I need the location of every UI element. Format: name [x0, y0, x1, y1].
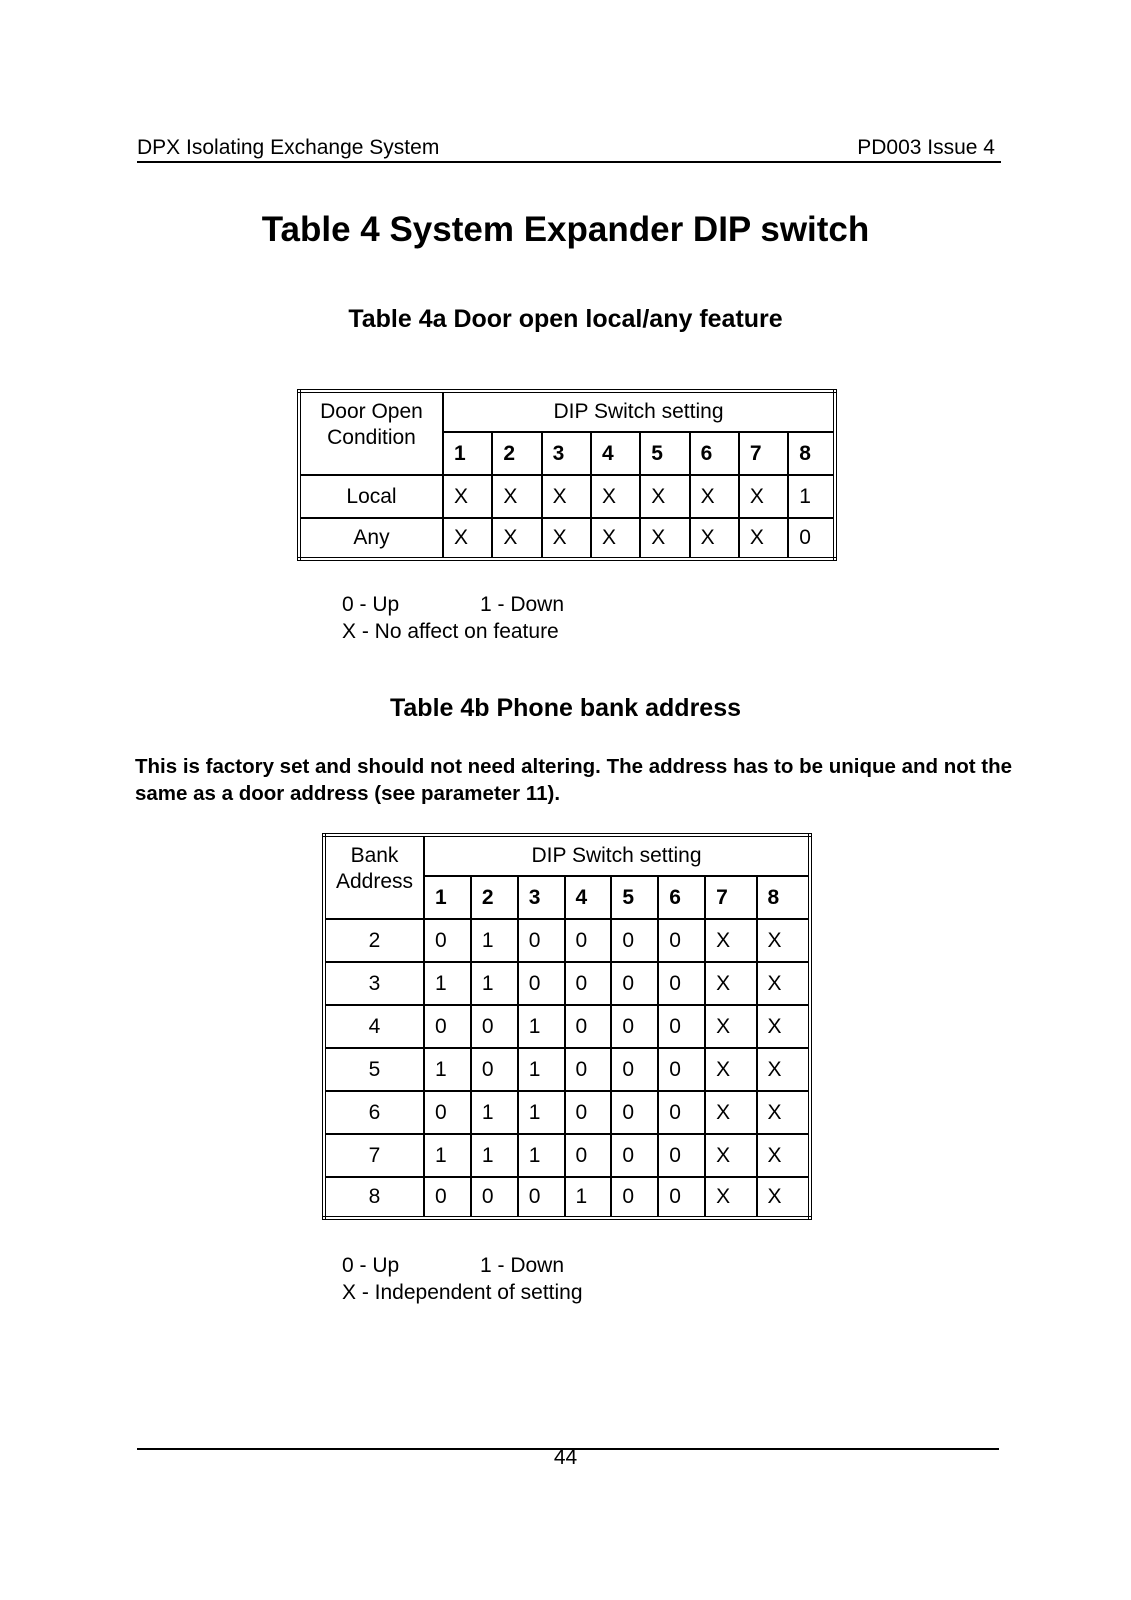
- table-4a: [297, 389, 837, 561]
- legend-up: 0 - Up: [342, 1254, 400, 1277]
- cell-value: 0: [565, 1048, 612, 1091]
- table-4b-caption: Table 4b Phone bank address: [389, 694, 742, 722]
- row-label: Any: [299, 518, 443, 559]
- table-row: [324, 1048, 810, 1091]
- cell-value: X: [542, 518, 591, 559]
- switch-number: 1: [443, 432, 492, 475]
- switch-number: 4: [565, 876, 612, 919]
- table-4a-caption: Table 4a Door open local/any feature: [348, 305, 783, 333]
- row-label: 3: [324, 962, 424, 1005]
- cell-value: 1: [788, 475, 835, 518]
- cell-value: 0: [658, 919, 705, 962]
- switch-number: 6: [658, 876, 705, 919]
- header-issue: PD003 Issue 4: [857, 136, 995, 159]
- table-row: [324, 962, 810, 1005]
- cell-value: X: [640, 518, 689, 559]
- cell-value: X: [739, 475, 788, 518]
- row-label: 5: [324, 1048, 424, 1091]
- cell-value: 0: [611, 1005, 658, 1048]
- cell-value: 0: [471, 1005, 518, 1048]
- cell-value: X: [757, 1048, 810, 1091]
- switch-number: 5: [640, 432, 689, 475]
- cell-value: 1: [565, 1177, 612, 1218]
- cell-value: X: [757, 1177, 810, 1218]
- cell-value: X: [705, 1005, 756, 1048]
- cell-value: 0: [471, 1048, 518, 1091]
- switch-number: 2: [471, 876, 518, 919]
- switch-number: 3: [542, 432, 591, 475]
- cell-value: 0: [565, 919, 612, 962]
- cell-value: X: [705, 1177, 756, 1218]
- cell-value: 0: [611, 1134, 658, 1177]
- table-4a-legend: [342, 591, 565, 645]
- cell-value: 1: [424, 1048, 471, 1091]
- cell-value: X: [492, 518, 541, 559]
- switch-number: 5: [611, 876, 658, 919]
- row-label: Local: [299, 475, 443, 518]
- cell-value: X: [690, 518, 739, 559]
- page-title: Table 4 System Expander DIP switch: [261, 210, 870, 249]
- cell-value: X: [640, 475, 689, 518]
- cell-value: X: [757, 1134, 810, 1177]
- table-row: [324, 919, 810, 962]
- table-4b: [322, 833, 812, 1220]
- legend-up: 0 - Up: [342, 593, 400, 616]
- switch-number: 3: [518, 876, 565, 919]
- cell-value: 0: [658, 962, 705, 1005]
- page-header: [137, 134, 1001, 163]
- cell-value: 0: [565, 1005, 612, 1048]
- table-4b-legend: [342, 1252, 583, 1306]
- cell-value: 0: [611, 919, 658, 962]
- cell-value: X: [690, 475, 739, 518]
- legend-down: 1 - Down: [480, 593, 565, 616]
- switch-number: 8: [788, 432, 835, 475]
- cell-value: 0: [658, 1091, 705, 1134]
- cell-value: 1: [518, 1134, 565, 1177]
- cell-value: X: [705, 1134, 756, 1177]
- cell-value: 0: [518, 962, 565, 1005]
- cell-value: X: [443, 518, 492, 559]
- table-row: [324, 1005, 810, 1048]
- cell-value: 1: [471, 1134, 518, 1177]
- cell-value: 1: [424, 962, 471, 1005]
- cell-value: X: [705, 1048, 756, 1091]
- switch-number: 4: [591, 432, 640, 475]
- cell-value: X: [492, 475, 541, 518]
- cell-value: 0: [658, 1134, 705, 1177]
- cell-value: 1: [424, 1134, 471, 1177]
- cell-value: 0: [611, 1048, 658, 1091]
- table-row: [324, 1091, 810, 1134]
- table-row: [299, 518, 835, 559]
- legend-down: 1 - Down: [480, 1254, 565, 1277]
- row-label: 2: [324, 919, 424, 962]
- cell-value: X: [757, 1091, 810, 1134]
- cell-value: 0: [424, 1177, 471, 1218]
- table-4b-note: This is factory set and should not need altering. The address has to be unique and not the same as a door address (see parameter 11).: [135, 755, 1013, 805]
- cell-value: 0: [471, 1177, 518, 1218]
- cell-value: X: [705, 962, 756, 1005]
- switch-number: 6: [690, 432, 739, 475]
- row-label: 7: [324, 1134, 424, 1177]
- cell-value: X: [705, 919, 756, 962]
- cell-value: 0: [658, 1005, 705, 1048]
- table-row: [324, 1134, 810, 1177]
- cell-value: 0: [424, 919, 471, 962]
- cell-value: X: [443, 475, 492, 518]
- cell-value: 0: [518, 919, 565, 962]
- switch-number: 8: [757, 876, 810, 919]
- cell-value: 0: [658, 1048, 705, 1091]
- table-row: [299, 475, 835, 518]
- cell-value: 0: [424, 1091, 471, 1134]
- cell-value: 0: [611, 1177, 658, 1218]
- cell-value: 0: [611, 1091, 658, 1134]
- row-label: 8: [324, 1177, 424, 1218]
- table-4a-label-header: Door Open Condition: [299, 391, 443, 475]
- table-4a-group-header: DIP Switch setting: [443, 391, 835, 432]
- cell-value: X: [705, 1091, 756, 1134]
- header-document-title: DPX Isolating Exchange System: [137, 136, 440, 159]
- cell-value: X: [757, 962, 810, 1005]
- cell-value: 0: [518, 1177, 565, 1218]
- row-label: 6: [324, 1091, 424, 1134]
- cell-value: 0: [565, 962, 612, 1005]
- cell-value: X: [542, 475, 591, 518]
- table-row: [324, 1177, 810, 1218]
- switch-number: 1: [424, 876, 471, 919]
- cell-value: 0: [611, 962, 658, 1005]
- cell-value: 1: [471, 962, 518, 1005]
- table-4b-group-header: DIP Switch setting: [424, 835, 810, 876]
- cell-value: 1: [518, 1005, 565, 1048]
- cell-value: 0: [424, 1005, 471, 1048]
- cell-value: X: [757, 1005, 810, 1048]
- switch-number: 7: [705, 876, 756, 919]
- cell-value: 1: [471, 919, 518, 962]
- cell-value: 0: [565, 1091, 612, 1134]
- switch-number: 2: [492, 432, 541, 475]
- cell-value: 1: [518, 1091, 565, 1134]
- switch-number: 7: [739, 432, 788, 475]
- row-label: 4: [324, 1005, 424, 1048]
- cell-value: X: [757, 919, 810, 962]
- cell-value: X: [591, 518, 640, 559]
- cell-value: 0: [658, 1177, 705, 1218]
- cell-value: 0: [788, 518, 835, 559]
- legend-x: X - No affect on feature: [342, 620, 559, 643]
- legend-x: X - Independent of setting: [342, 1281, 583, 1304]
- cell-value: 1: [471, 1091, 518, 1134]
- cell-value: X: [739, 518, 788, 559]
- table-4b-label-header: Bank Address: [324, 835, 424, 919]
- page-number: 44: [553, 1446, 578, 1469]
- cell-value: 1: [518, 1048, 565, 1091]
- cell-value: 0: [565, 1134, 612, 1177]
- cell-value: X: [591, 475, 640, 518]
